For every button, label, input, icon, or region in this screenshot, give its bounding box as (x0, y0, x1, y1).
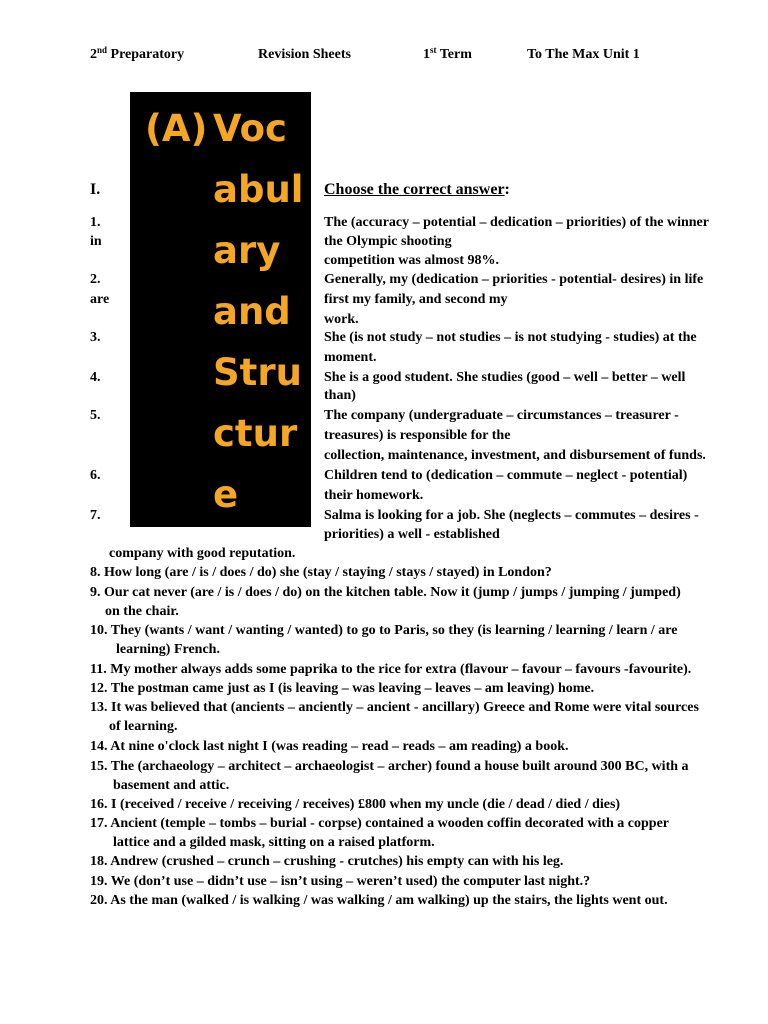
question-text: than) (324, 388, 356, 403)
question-number: 7. (90, 508, 101, 523)
list-item: 20. As the man (walked / is walking / was walking / am walking) up the stairs, the lights went out. (90, 893, 668, 908)
question-text: treasures) is responsible for the (324, 428, 511, 443)
list-item: 15. The (archaeology – architect – archaeologist – archer) found a house built around 300 BC, with a (90, 759, 689, 774)
section-numeral: I. (90, 181, 101, 198)
header-unit: To The Max Unit 1 (527, 47, 640, 62)
banner-part: and (213, 290, 291, 333)
question-text: Generally, my (dedication – priorities - potential- desires) in life (324, 272, 704, 287)
question-text: Children tend to (dedication – commute – neglect - potential) (324, 468, 688, 483)
banner-part: ary (213, 229, 281, 272)
question-number: 1. (90, 215, 101, 230)
question-text: their homework. (324, 488, 424, 503)
question-text: the Olympic shooting (324, 234, 452, 249)
list-item: 16. I (received / receive / receiving / receives) £800 when my uncle (die / dead / died / dies) (90, 797, 621, 812)
header-sheets: Revision Sheets (258, 47, 351, 62)
question-text: work. (324, 312, 359, 327)
question-number: 5. (90, 408, 101, 423)
list-item: 11. My mother always adds some paprika to the rice for extra (flavour – favour – favours -favourite). (90, 662, 692, 677)
section-banner (130, 92, 311, 527)
question-number: 3. (90, 330, 101, 345)
list-item: 13. It was believed that (ancients – anciently – ancient - ancillary) Greece and Rome were vital sources (90, 700, 699, 715)
question-text: She is a good student. She studies (good – well – better – well (324, 370, 686, 385)
list-item-continuation: basement and attic. (113, 778, 230, 793)
list-item-continuation: lattice and a gilded mask, sitting on a raised platform. (113, 835, 435, 850)
question-text: Salma is looking for a job. She (neglects – commutes – desires - (324, 508, 699, 523)
question-number: 2. (90, 272, 101, 287)
list-item: 14. At nine o'clock last night I (was reading – read – reads – am reading) a book. (90, 739, 569, 754)
banner-part: Voc (213, 107, 287, 150)
question-text: The (accuracy – potential – dedication – priorities) of the winner (324, 215, 709, 230)
question-text: company with good reputation. (109, 546, 296, 561)
question-text: competition was almost 98%. (324, 253, 499, 268)
question-text: first my family, and second my (324, 292, 508, 307)
banner-part: e (213, 473, 239, 516)
header-term: 1st Term (423, 45, 472, 62)
question-text: She (is not study – not studies – is not studying - studies) at the (324, 330, 697, 345)
banner-label: (A) (145, 107, 208, 150)
list-item-continuation: of learning. (109, 719, 178, 734)
question-text: collection, maintenance, investment, and disbursement of funds. (324, 448, 706, 463)
list-item-continuation: on the chair. (105, 604, 179, 619)
list-item: 18. Andrew (crushed – crunch – crushing - crutches) his empty can with his leg. (90, 854, 564, 869)
question-number-spill: are (90, 292, 110, 307)
question-text: priorities) a well - established (324, 527, 500, 542)
section-instruction: Choose the correct answer: (324, 181, 510, 198)
list-item: 12. The postman came just as I (is leaving – was leaving – leaves – am leaving) home. (90, 681, 595, 696)
list-item: 19. We (don’t use – didn’t use – isn’t using – weren’t used) the computer last night.? (90, 874, 591, 889)
list-item-continuation: learning) French. (116, 642, 220, 657)
list-item: 17. Ancient (temple – tombs – burial - corpse) contained a wooden coffin decorated with a copper (90, 816, 670, 831)
question-text: The company (undergraduate – circumstances – treasurer - (324, 408, 679, 423)
list-item: 8. How long (are / is / does / do) she (stay / staying / stays / stayed) in London? (90, 565, 552, 580)
question-number: 4. (90, 370, 101, 385)
question-number: 6. (90, 468, 101, 483)
banner-part: Stru (213, 351, 302, 394)
question-number-spill: in (90, 234, 102, 249)
header-grade: 2nd Preparatory (90, 45, 185, 62)
question-text: moment. (324, 350, 377, 365)
list-item: 9. Our cat never (are / is / does / do) on the kitchen table. Now it (jump / jumps / jumping / jumped) (90, 585, 681, 600)
banner-part: ctur (213, 412, 298, 455)
list-item: 10. They (wants / want / wanting / wanted) to go to Paris, so they (is learning / learning / learn / are (90, 623, 678, 638)
banner-part: abul (213, 168, 304, 211)
